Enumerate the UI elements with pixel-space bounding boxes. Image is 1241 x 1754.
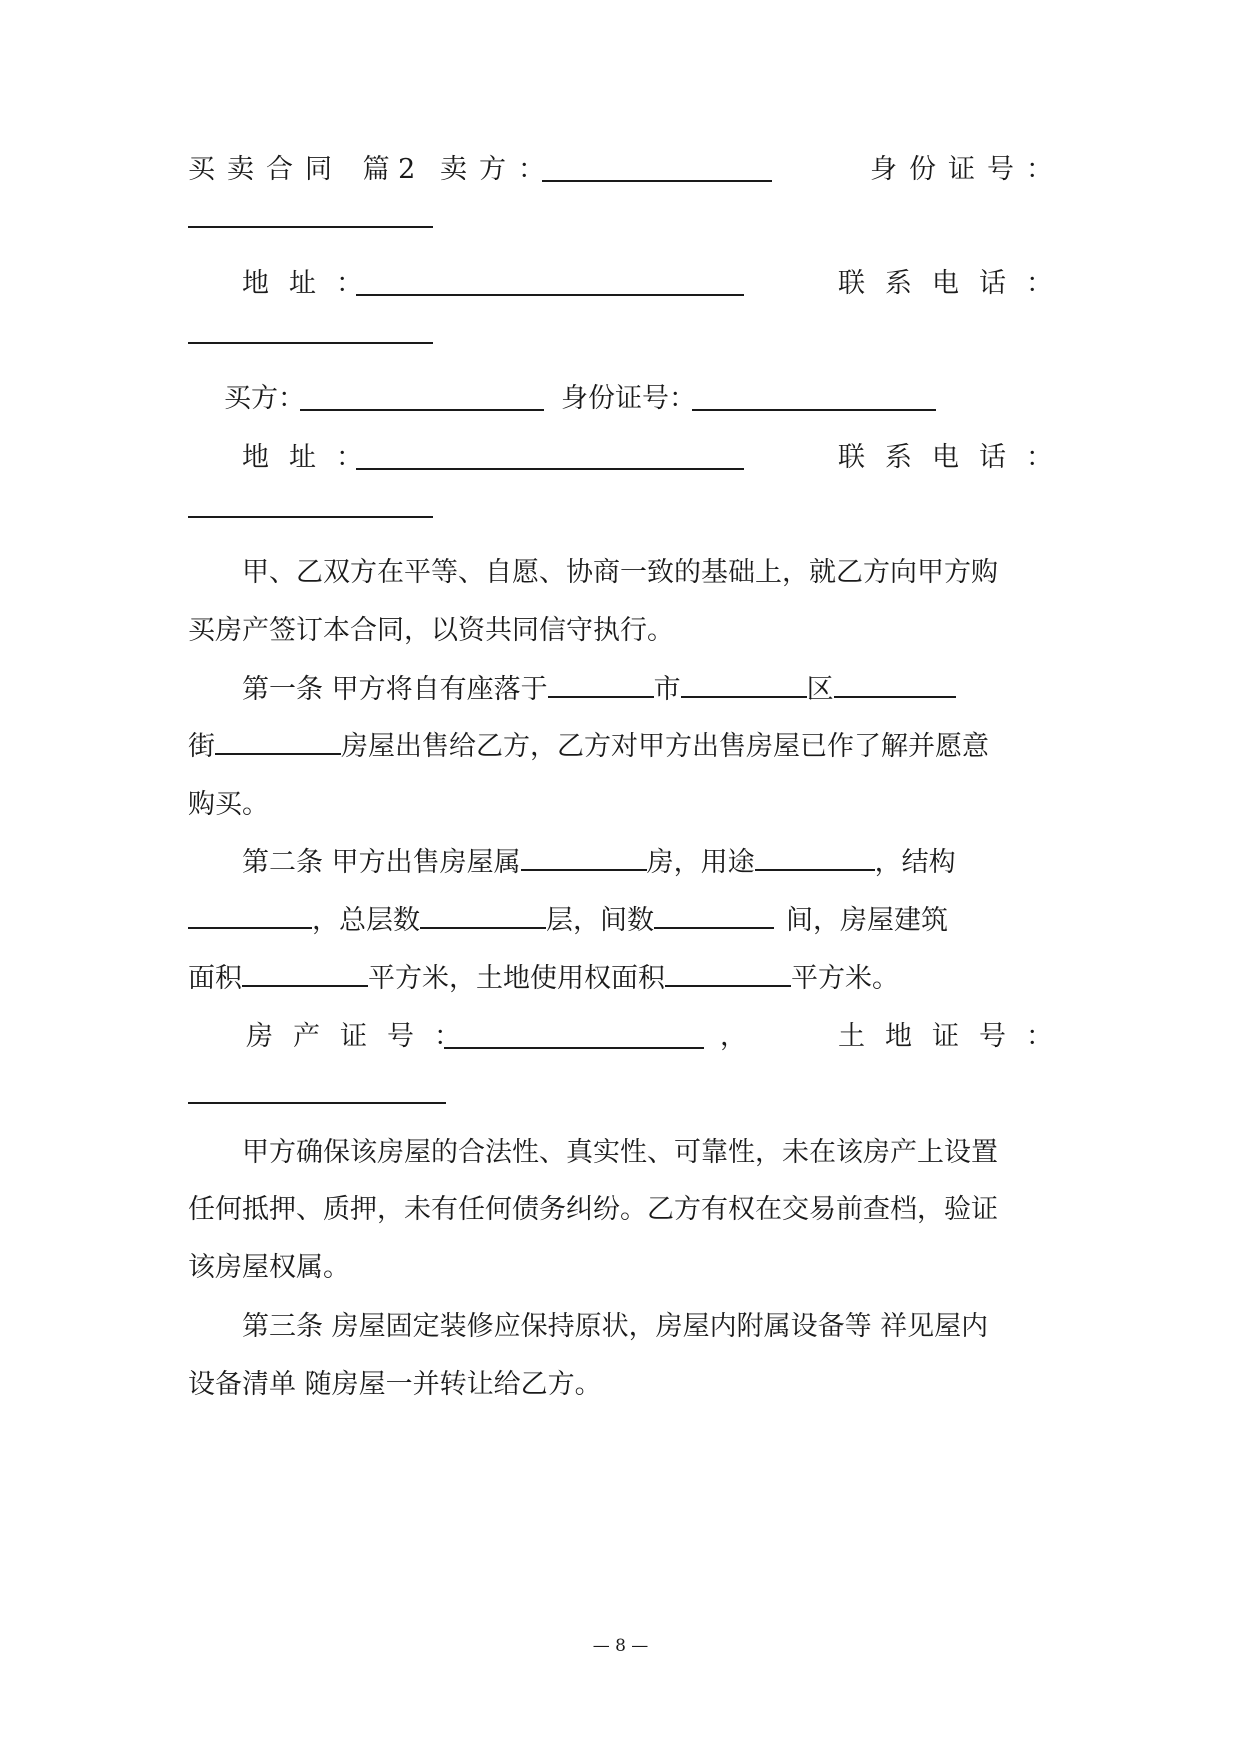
article2-floors: ，总层数 — [312, 905, 420, 936]
article1-line-3: 购买。 — [188, 789, 269, 820]
property-cert-label: 房产证号： — [246, 1021, 481, 1052]
article2-rooms: 间，房屋建筑 — [786, 905, 948, 936]
floors-blank — [420, 901, 546, 929]
doc-title: 买卖合同 — [188, 154, 344, 185]
intro-line-1: 甲、乙双方在平等、自愿、协商一致的基础上，就乙方向甲方购 — [242, 557, 998, 588]
property-cert-blank — [444, 1021, 704, 1049]
buyer-phone-line — [188, 490, 1053, 530]
article1-city: 市 — [653, 674, 681, 705]
article1-district: 区 — [806, 674, 834, 705]
buyer-phone-blank — [188, 490, 433, 518]
article2-house: 房，用途 — [646, 847, 755, 878]
buyer-name-blank — [300, 383, 544, 411]
buyer-address-label: 地址： — [242, 442, 383, 473]
seller-label: 卖方： — [440, 154, 557, 185]
guarantee-line-3: 该房屋权属。 — [188, 1252, 350, 1283]
article1-lead: 第一条 甲方将自有座落于 — [242, 674, 548, 705]
seller-phone-blank — [188, 316, 433, 344]
page-number: — 8 — — [592, 1636, 649, 1656]
building-area-blank — [242, 959, 368, 987]
land-cert-line — [188, 1076, 1053, 1116]
street-blank — [834, 670, 956, 698]
intro-line-2: 买房产签订本合同，以资共同信守执行。 — [188, 615, 674, 646]
usage-blank — [755, 843, 875, 871]
article2-sqm2: 平方米。 — [791, 963, 899, 994]
seller-id-blank — [188, 200, 433, 228]
seller-name-blank — [542, 154, 772, 182]
guarantee-line-2: 任何抵押、质押，未有任何债务纠纷。乙方有权在交易前查档，验证 — [188, 1194, 998, 1225]
land-cert-label: 土地证号： — [838, 1021, 1073, 1052]
article2-line-2 — [188, 901, 1053, 941]
seller-id-line — [188, 200, 1053, 240]
house-type-blank — [521, 843, 647, 871]
seller-address-label: 地址： — [242, 268, 383, 299]
article3-line-1: 第三条 房屋固定装修应保持原状，房屋内附属设备等 祥见屋内 — [242, 1311, 989, 1342]
article2-structure: ，结构 — [874, 847, 956, 878]
article2-sqm1: 平方米，土地使用权面积 — [368, 963, 665, 994]
buyer-label: 买方： — [224, 383, 305, 414]
buyer-id-label: 身份证号： — [561, 383, 696, 414]
rooms-blank — [654, 901, 774, 929]
seller-address-blank — [356, 268, 744, 296]
street-number-blank — [215, 727, 341, 755]
buyer-phone-label: 联系电话： — [838, 442, 1073, 473]
article2-ceng: 层，间数 — [546, 905, 654, 936]
guarantee-line-1: 甲方确保该房屋的合法性、真实性、可靠性，未在该房产上设置 — [242, 1137, 998, 1168]
doc-part: 篇 2 — [362, 154, 416, 185]
seller-id-label: 身份证号： — [870, 154, 1065, 185]
cert-comma: ， — [720, 1021, 747, 1052]
article1-street: 街 — [188, 731, 215, 762]
article2-lead: 第二条 甲方出售房屋属 — [242, 847, 521, 878]
article1-rest: 房屋出售给乙方，乙方对甲方出售房屋已作了解并愿意 — [341, 731, 989, 762]
article2-area: 面积 — [188, 963, 242, 994]
seller-phone-label: 联系电话： — [838, 268, 1073, 299]
land-cert-blank — [188, 1076, 446, 1104]
city-blank — [548, 670, 654, 698]
land-area-blank — [665, 959, 791, 987]
structure-blank — [188, 901, 312, 929]
district-blank — [681, 670, 807, 698]
article2-line-3 — [188, 959, 1053, 999]
article1-line-1 — [188, 670, 1053, 710]
seller-phone-line — [188, 316, 1053, 356]
buyer-id-blank — [692, 383, 936, 411]
header-line — [188, 150, 1065, 190]
article1-line-2 — [188, 727, 1053, 767]
article2-line-1 — [188, 843, 1053, 883]
buyer-address-blank — [356, 442, 744, 470]
article3-line-2: 设备清单 随房屋一并转让给乙方。 — [188, 1369, 602, 1400]
